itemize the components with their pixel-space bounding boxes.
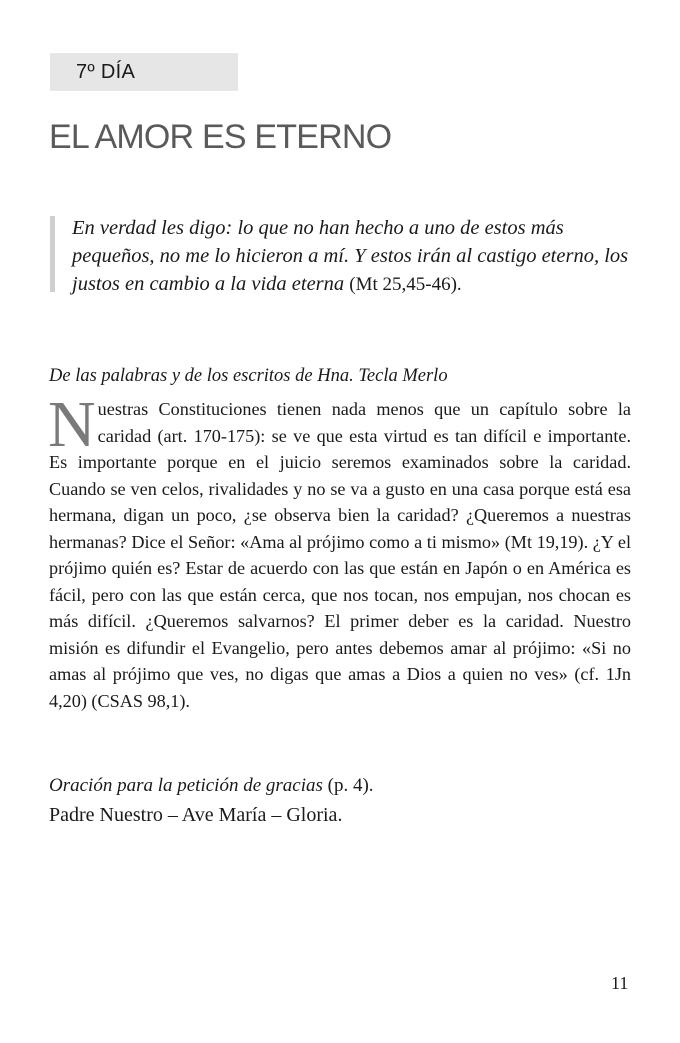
prayer-instruction bbox=[49, 775, 374, 797]
prayer-list: Padre Nuestro – Ave María – Gloria. bbox=[49, 804, 343, 826]
drop-cap: N bbox=[48, 388, 96, 461]
quote-text: En verdad les digo: lo que no han hecho a uno de estos más pequeños, no me lo hicieron a mí. Y estos irán al castigo eterno, los justos en cambio a la vida eterna bbox=[72, 217, 629, 295]
page-title: EL AMOR ES ETERNO bbox=[49, 118, 392, 156]
prayer-page-ref: (p. 4). bbox=[322, 775, 374, 796]
day-header-box bbox=[50, 53, 238, 91]
source-line: De las palabras y de los escritos de Hna. Tecla Merlo bbox=[49, 366, 448, 386]
body-paragraph bbox=[48, 388, 631, 714]
prayer-instruction-text: Oración para la petición de gracias bbox=[49, 775, 323, 796]
scripture-quote bbox=[72, 214, 642, 299]
body-text: uestras Constituciones tienen nada menos que un capítulo sobre la caridad (art. 170-175): se ve que esta virtud es tan difícil e importante. Es importante porque en el juicio seremos examinados sobre la caridad. Cuando se ven celos, rivalidades y no se va a gusto en una casa porque está esa hermana, digan un poco, ¿se observa bien la caridad? ¿Queremos a nuestras hermanas? Dice el Señor: «Ama al prójimo como a ti mismo» (Mt 19,19). ¿Y el prójimo quién es? Estar de acuerdo con las que están en Japón o en América es fácil, pero con las que están cerca, que nos tocan, nos empujan, nos chocan es más difícil. ¿Queremos salvarnos? El primer deber es la caridad. Nuestro misión es difundir el Evangelio, pero antes debemos amar al prójimo: «Si no amas al prójimo que ves, no digas que amas a Dios a quien no ves» (cf. 1Jn 4,20) (CSAS 98,1). bbox=[49, 399, 631, 711]
quote-bar bbox=[50, 216, 55, 292]
page-number: 11 bbox=[611, 973, 629, 993]
quote-reference: (Mt 25,45-46). bbox=[349, 274, 462, 295]
day-label: 7º DÍA bbox=[76, 61, 136, 83]
